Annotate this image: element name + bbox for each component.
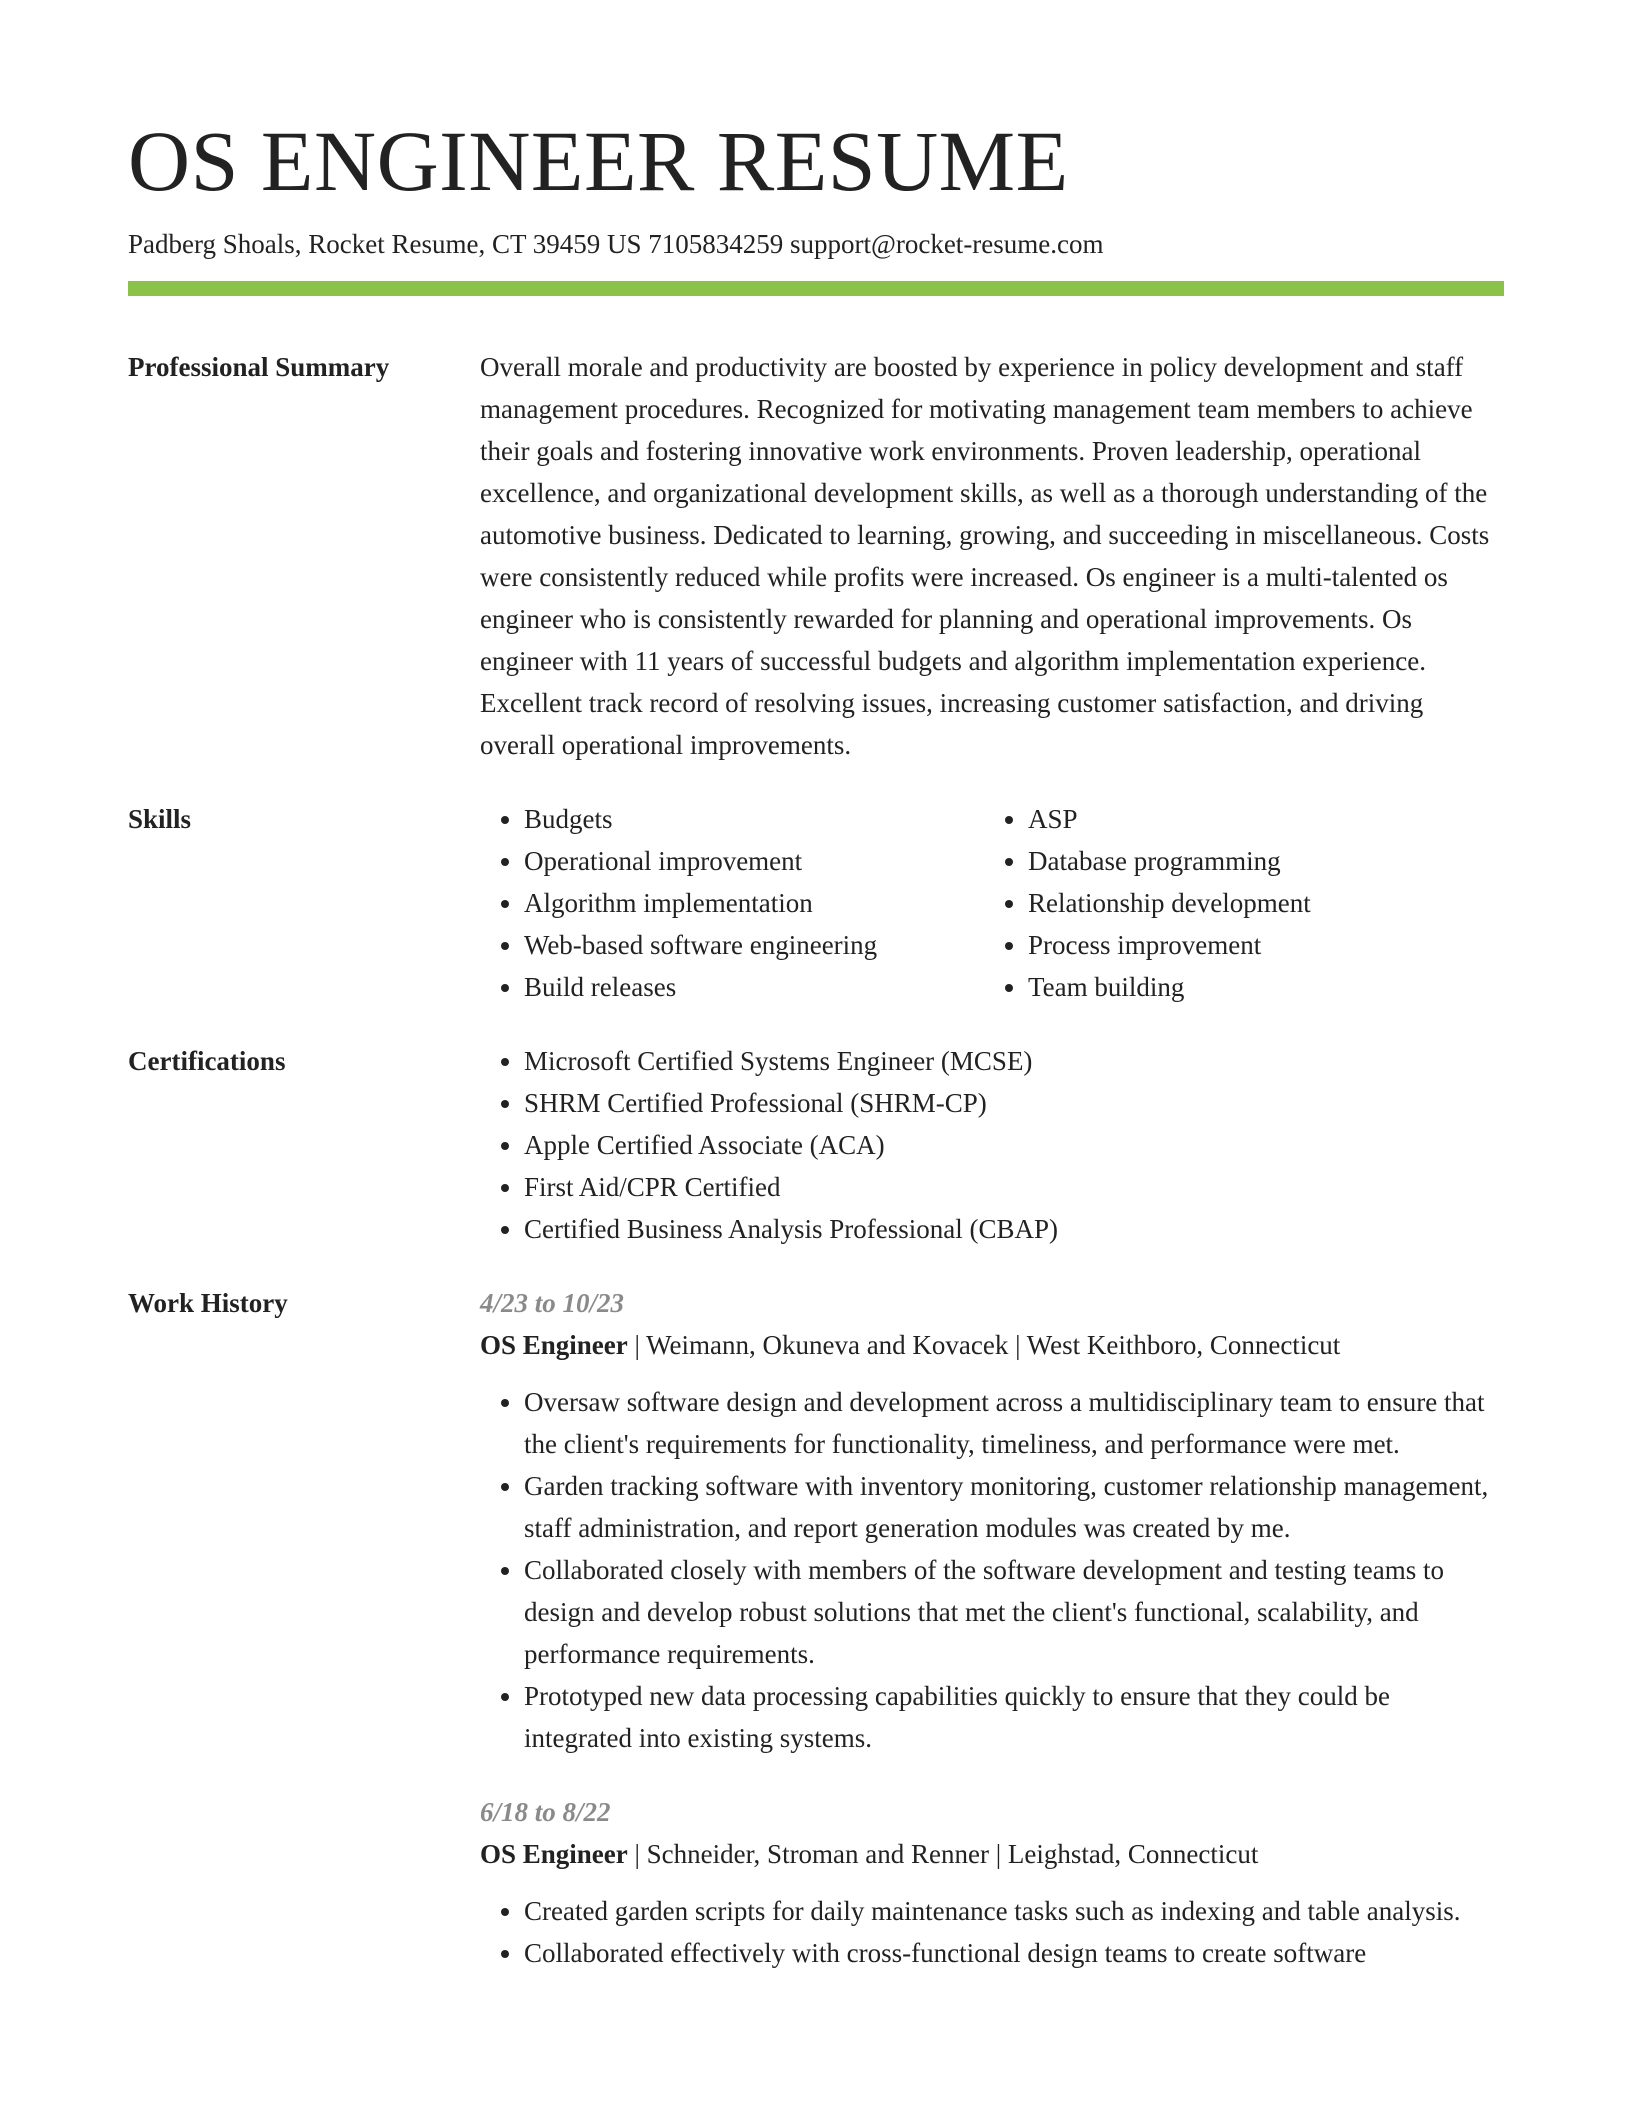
summary-heading: Professional Summary — [128, 352, 390, 383]
skills-heading: Skills — [128, 804, 192, 835]
job-bullet: • Prototyped new data processing capabilities quickly to ensure that they could be integrated into existing systems. — [524, 1675, 1504, 1759]
certification-item: • Microsoft Certified Systems Engineer (MCSE) — [524, 1040, 1504, 1082]
skills-section — [128, 798, 1504, 1008]
skill-item: • Team building — [1028, 966, 1488, 1008]
job-details: | Schneider, Stroman and Renner | Leighstad, Connecticut — [627, 1839, 1259, 1870]
job-heading-line — [480, 1324, 1504, 1366]
job-entry — [480, 1791, 1504, 1974]
certification-item: • Apple Certified Associate (ACA) — [524, 1124, 1504, 1166]
skill-item: • Budgets — [524, 798, 984, 840]
skill-item: • Relationship development — [1028, 882, 1488, 924]
job-title: OS Engineer — [480, 1330, 628, 1361]
skill-item: • Operational improvement — [524, 840, 984, 882]
job-heading-line — [480, 1833, 1504, 1875]
contact-line: Padberg Shoals, Rocket Resume, CT 39459 US 7105834259 support@rocket-resume.com — [128, 229, 1104, 259]
skill-item: • ASP — [1028, 798, 1488, 840]
skills-list-left — [480, 798, 984, 1008]
job-bullet: • Garden tracking software with inventory monitoring, customer relationship management, staff administration, and report generation modules was created by me. — [524, 1465, 1504, 1549]
job-bullets — [480, 1890, 1504, 1974]
work-history-heading: Work History — [128, 1288, 288, 1319]
summary-section — [128, 346, 1504, 766]
certifications-heading: Certifications — [128, 1046, 286, 1077]
certifications-section — [128, 1040, 1504, 1250]
job-bullet: • Oversaw software design and development across a multidisciplinary team to ensure that the client's requirements for functionality, timeliness, and performance were met. — [524, 1381, 1504, 1465]
accent-divider — [128, 281, 1504, 296]
skill-item: • Process improvement — [1028, 924, 1488, 966]
skills-list-right — [984, 798, 1488, 1008]
job-bullet: • Collaborated effectively with cross-functional design teams to create software — [524, 1932, 1504, 1974]
summary-content — [480, 346, 1504, 766]
skill-item: • Database programming — [1028, 840, 1488, 882]
skill-item: • Web-based software engineering — [524, 924, 984, 966]
skill-item: • Build releases — [524, 966, 984, 1008]
work-history-section — [128, 1282, 1504, 1974]
job-dates: 4/23 to 10/23 — [480, 1288, 625, 1319]
work-history-content — [480, 1282, 1504, 1974]
job-bullet: • Collaborated closely with members of the software development and testing teams to design and develop robust solutions that met the client's functional, scalability, and performance requirements. — [524, 1549, 1504, 1675]
job-dates: 6/18 to 8/22 — [480, 1797, 611, 1828]
certification-item: • First Aid/CPR Certified — [524, 1166, 1504, 1208]
certification-item: • Certified Business Analysis Professional (CBAP) — [524, 1208, 1504, 1250]
summary-text: Overall morale and productivity are boosted by experience in policy development and staff management procedures. Recognized for motivating management team members to achieve their goals and fostering innovative work environments. Proven leadership, operational excellence, and organizational development skills, as well as a thorough understanding of the automotive business. Dedicated to learning, growing, and succeeding in miscellaneous. Costs were consistently reduced while profits were increased. Os engineer is a multi-talented os engineer who is consistently rewarded for planning and operational improvements. Os engineer with 11 years of successful budgets and algorithm implementation experience. Excellent track record of resolving issues, increasing customer satisfaction, and driving overall operational improvements. — [480, 352, 1490, 761]
job-title: OS Engineer — [480, 1839, 628, 1870]
skill-item: • Algorithm implementation — [524, 882, 984, 924]
job-details: | Weimann, Okuneva and Kovacek | West Keithboro, Connecticut — [627, 1330, 1341, 1361]
certifications-content — [480, 1040, 1504, 1250]
certification-item: • SHRM Certified Professional (SHRM-CP) — [524, 1082, 1504, 1124]
job-bullets — [480, 1381, 1504, 1759]
job-entry — [480, 1282, 1504, 1759]
resume-title: OS ENGINEER RESUME — [128, 113, 1069, 209]
skills-content — [480, 798, 1504, 1008]
certifications-list — [480, 1040, 1504, 1250]
job-bullet: • Created garden scripts for daily maintenance tasks such as indexing and table analysis. — [524, 1890, 1504, 1932]
